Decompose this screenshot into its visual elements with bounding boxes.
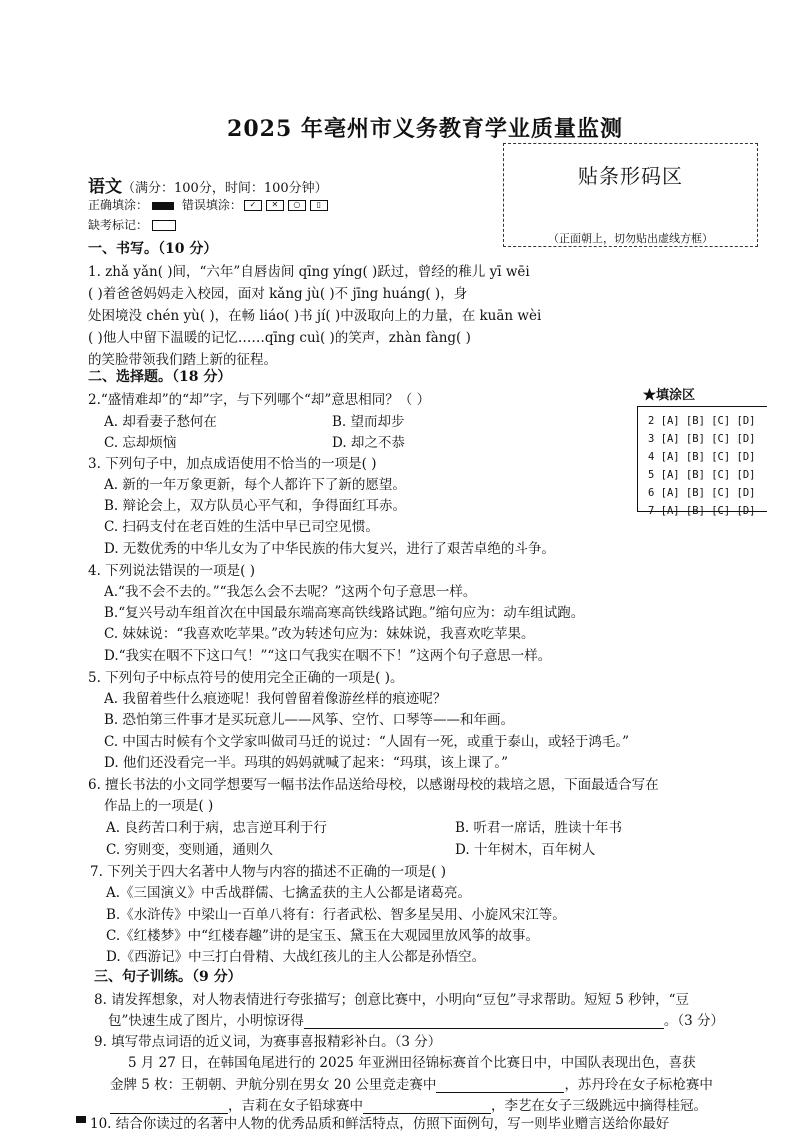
q2-option-d: D. 却之不恭 xyxy=(332,435,405,451)
wrong-fill-circle-icon: ○ xyxy=(288,200,306,211)
answer-card-title: ★填涂区 xyxy=(643,388,696,403)
answer-row-7[interactable]: 7 [A] [B] [C] [D] xyxy=(648,505,756,517)
q9-text-a: 金牌 5 枚：王朝朝、尹航分别在男女 20 公里竞走赛中 xyxy=(110,1077,437,1093)
correct-fill-label: 正确填涂： xyxy=(88,198,149,212)
section1-heading: 一、书写。（10 分） xyxy=(88,241,218,257)
q3-option-b: B. 辩论会上，双方队员心平气和，争得面红耳赤。 xyxy=(104,498,407,514)
answer-card xyxy=(637,382,767,527)
q6-stem-continued: 作品上的一项是( ) xyxy=(104,798,214,814)
wrong-fill-label: 错误填涂： xyxy=(181,198,242,212)
absent-mark xyxy=(88,216,176,233)
barcode-area xyxy=(503,143,758,247)
q6-option-c: C. 穷则变，变则通，通则久 xyxy=(106,842,273,858)
barcode-note: （正面朝上，切勿贴出虚线方框） xyxy=(548,232,713,245)
q2-option-a: A. 却看妻子愁何在 xyxy=(104,414,217,430)
q5-option-d: D. 他们还没看完一半。玛琪的妈妈就喊了起来：“玛琪，该上课了。” xyxy=(104,755,508,771)
q6-option-d: D. 十年树木，百年树人 xyxy=(455,842,596,858)
q9-text-c: ，吉莉在女子铅球赛中 xyxy=(228,1098,363,1114)
subject-name: 语文 xyxy=(88,177,122,197)
q1-line-3: 处困境没 chén yù( )，在畅 liáo( )书 jí( )中汲取向上的力量，在 kuān wèi xyxy=(88,308,542,324)
answer-row-5[interactable]: 5 [A] [B] [C] [D] xyxy=(648,469,756,481)
q1-line-5: 的笑脸带领我们踏上新的征程。 xyxy=(88,352,277,368)
q4-option-c: C. 妹妹说：“我喜欢吃苹果。”改为转述句应为：妹妹说，我喜欢吃苹果。 xyxy=(104,626,535,642)
q2-option-c: C. 忘却烦恼 xyxy=(104,435,177,451)
q6-option-a: A. 良药苦口利于病，忠言逆耳利于行 xyxy=(106,820,327,836)
answer-card-box xyxy=(637,406,767,517)
q2-stem: 2.“盛情难却”的“却”字，与下列哪个“却”意思相同？（ ） xyxy=(88,392,431,408)
q2-option-b: B. 望而却步 xyxy=(332,414,405,430)
q9-text-d: ，李艺在女子三级跳远中摘得桂冠。 xyxy=(491,1098,707,1114)
q4-stem: 4. 下列说法错误的一项是( ) xyxy=(88,563,255,579)
wrong-fill-partial-icon: ▯ xyxy=(310,200,328,211)
answer-row-4[interactable]: 4 [A] [B] [C] [D] xyxy=(648,451,756,463)
q8-score: 。（3 分） xyxy=(663,1013,725,1029)
q7-option-a: A.《三国演义》中舌战群儒、七擒孟获的主人公都是诸葛亮。 xyxy=(106,885,472,901)
q8-prompt: 包”快速生成了图片，小明惊讶得 xyxy=(108,1013,304,1029)
answer-row-6[interactable]: 6 [A] [B] [C] [D] xyxy=(648,487,756,499)
section2-heading: 二、选择题。（18 分） xyxy=(88,369,232,385)
absent-checkbox[interactable] xyxy=(152,220,176,231)
q4-option-a: A.“我不会不去的。”“我怎么会不去呢？”这两个句子意思一样。 xyxy=(104,584,477,600)
q3-option-a: A. 新的一年万象更新，每个人都许下了新的愿望。 xyxy=(104,477,406,493)
corner-mark xyxy=(76,1116,86,1123)
q3-option-c: C. 扫码支付在老百姓的生活中早已司空见惯。 xyxy=(104,519,379,535)
q9-stem: 9. 填写带点词语的近义词，为赛事喜报精彩补白。（3 分） xyxy=(94,1034,442,1050)
barcode-title: 贴条形码区 xyxy=(578,164,683,188)
q1-line-4: ( )他人中留下温暖的记忆……qīng cuì( )的笑声，zhàn fàng( ) xyxy=(88,330,471,346)
answer-row-2[interactable]: 2 [A] [B] [C] [D] xyxy=(648,415,756,427)
q4-option-d: D.“我实在咽不下这口气！”“这口气我实在咽不下！”这两个句子意思一样。 xyxy=(104,648,552,664)
q9-line-3 xyxy=(110,1094,707,1114)
q7-option-c: C.《红楼梦》中“红楼春趣”讲的是宝玉、黛玉在大观园里放风筝的故事。 xyxy=(106,928,539,944)
q1-line-2: ( )着爸爸妈妈走入校园，面对 kǎng jù( )不 jīng huáng( )，身 xyxy=(88,286,468,302)
q9-blank-1[interactable] xyxy=(436,1078,564,1093)
q4-option-b: B.“复兴号动车组首次在中国最东端高寒高铁线路试跑。”缩句应为：动车组试跑。 xyxy=(104,605,585,621)
q3-option-d: D. 无数优秀的中华儿女为了中华民族的伟大复兴，进行了艰苦卓绝的斗争。 xyxy=(104,541,555,557)
q8-line-1: 8. 请发挥想象，对人物表情进行夸张描写；创意比赛中，小明向“豆包”寻求帮助。短短 5 秒钟，“豆 xyxy=(94,992,690,1008)
q9-line-2 xyxy=(110,1073,713,1093)
q10-stem-cut: 10. 结合你读过的名著中人物的优秀品质和鲜活特点，仿照下面例句，写一则毕业赠言送给你最好 xyxy=(90,1116,670,1132)
wrong-fill-cross-icon: ✕ xyxy=(266,200,284,211)
q6-option-b: B. 听君一席话，胜读十年书 xyxy=(455,820,623,836)
subject-info: （满分：100分，时间：100分钟） xyxy=(122,181,328,196)
page-title: 2025 年亳州市义务教育学业质量监测 xyxy=(227,116,623,142)
q7-stem: 7. 下列关于四大名著中人物与内容的描述不正确的一项是( ) xyxy=(90,864,446,880)
section3-heading: 三、句子训练。（9 分） xyxy=(94,969,242,985)
subject-heading xyxy=(88,172,328,197)
fill-instructions xyxy=(88,196,330,213)
q5-option-c: C. 中国古时候有个文学家叫做司马迁的说过：“人固有一死，或重于泰山，或轻于鸿毛。” xyxy=(104,734,629,750)
wrong-fill-check-icon: ✓ xyxy=(244,200,262,211)
q7-option-b: B.《水浒传》中梁山一百单八将有：行者武松、智多星吴用、小旋风宋江等。 xyxy=(106,907,566,923)
answer-row-3[interactable]: 3 [A] [B] [C] [D] xyxy=(648,433,756,445)
q6-stem: 6. 擅长书法的小文同学想要写一幅书法作品送给母校，以感谢母校的栽培之恩，下面最适合写在 xyxy=(88,777,659,793)
q3-stem: 3. 下列句子中，加点成语使用不恰当的一项是( ) xyxy=(88,456,377,472)
q8-answer-blank[interactable] xyxy=(304,1014,664,1029)
q5-option-a: A. 我留着些什么痕迹呢！我何曾留着像游丝样的痕迹呢？ xyxy=(104,691,447,707)
absent-label: 缺考标记： xyxy=(88,218,149,232)
q7-option-d: D.《西游记》中三打白骨精、大战红孩儿的主人公都是孙悟空。 xyxy=(106,949,486,965)
correct-fill-sample-icon xyxy=(152,202,174,210)
q9-text-b: ，苏丹玲在女子标枪赛中 xyxy=(564,1077,713,1093)
q9-line-1: 5 月 27 日，在韩国龟尾进行的 2025 年亚洲田径锦标赛首个比赛日中，中国队表现出色，喜获 xyxy=(128,1055,696,1071)
q8-line-2 xyxy=(108,1009,724,1029)
q1-line-1: 1. zhǎ yǎn( )间，“六年”自唇齿间 qīng yíng( )跃过，曾经的稚儿 yī wēi xyxy=(88,264,530,280)
q5-stem: 5. 下列句子中标点符号的使用完全正确的一项是( )。 xyxy=(88,670,404,686)
q5-option-b: B. 恐怕第三件事才是买玩意儿——风筝、空竹、口琴等——和年画。 xyxy=(104,712,515,728)
